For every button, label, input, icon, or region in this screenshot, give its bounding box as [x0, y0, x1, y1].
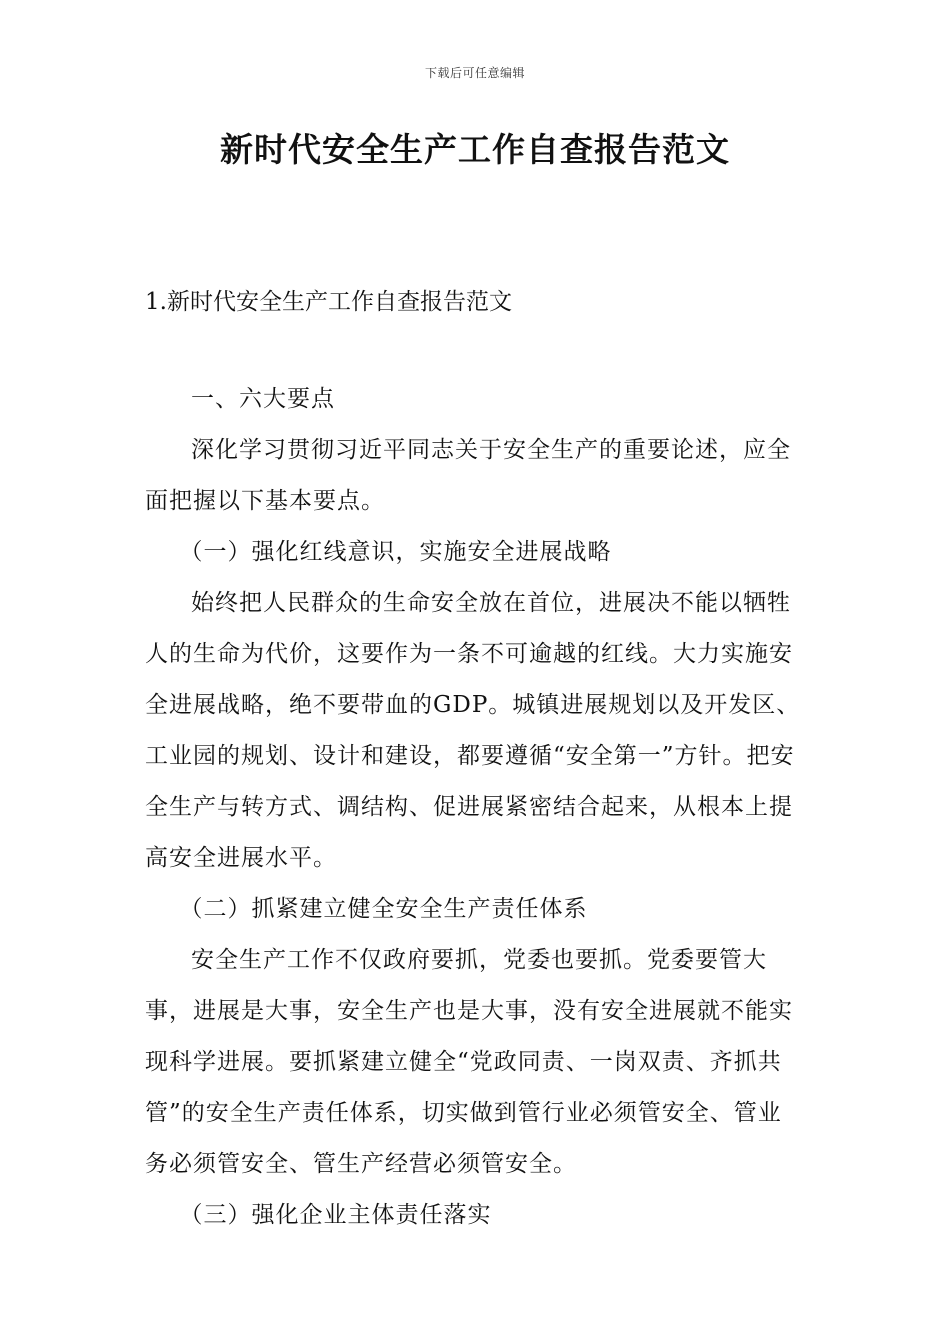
- paragraph-redline: 始终把人民群众的生命安全放在首位，进展决不能以牺牲人的生命为代价，这要作为一条不可逾越的红线。大力实施安全进展战略，绝不要带血的GDP。城镇进展规划以及开发区、工业园的规划、设计和建设，都要遵循“安全第一”方针。把安全生产与转方式、调结构、促进展紧密结合起来，从根本上提高安全进展水平。: [145, 590, 801, 871]
- subheading-2: （二）抓紧建立健全安全生产责任体系: [179, 896, 588, 922]
- heading-six-points: 一、六大要点: [191, 386, 335, 412]
- section-title: 1.新时代安全生产工作自查报告范文: [145, 289, 512, 315]
- document-title: 新时代安全生产工作自查报告范文: [220, 130, 730, 169]
- body-text: [145, 374, 805, 1241]
- subheading-1: （一）强化红线意识，实施安全进展战略: [179, 539, 612, 565]
- header-note: 下载后可任意编辑: [424, 66, 525, 80]
- paragraph-responsibility: 安全生产工作不仅政府要抓，党委也要抓。党委要管大事，进展是大事，安全生产也是大事，没有安全进展就不能实现科学进展。要抓紧建立健全“党政同责、一岗双责、齐抓共管”的安全生产责任体系，切实做到管行业必须管安全、管业务必须管安全、管生产经营必须管安全。: [145, 947, 793, 1177]
- subheading-3: （三）强化企业主体责任落实: [179, 1202, 492, 1228]
- paragraph-intro: 深化学习贯彻习近平同志关于安全生产的重要论述，应全面把握以下基本要点。: [145, 437, 791, 514]
